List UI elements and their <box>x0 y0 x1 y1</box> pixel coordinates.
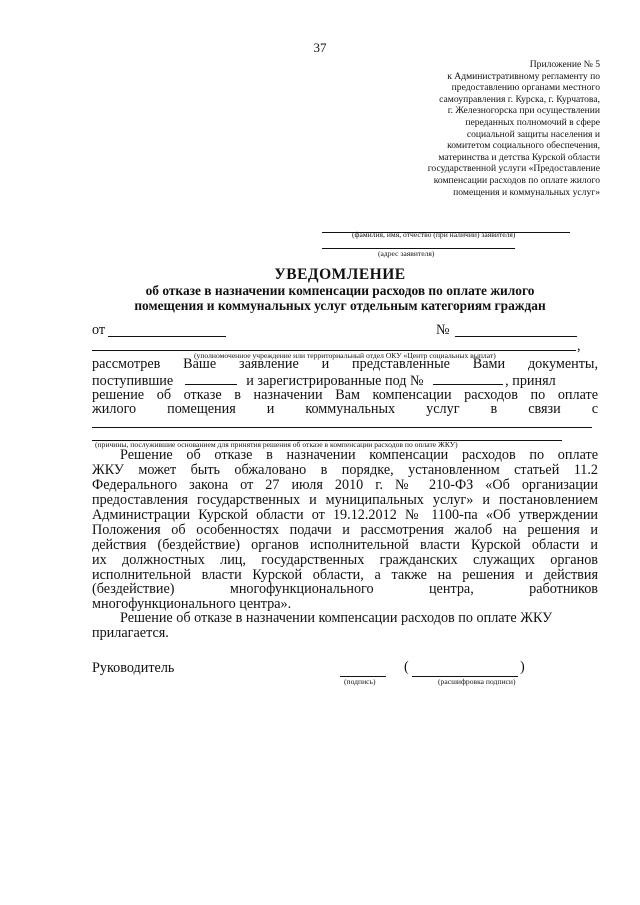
appendix-line: к Административному регламенту по <box>447 70 600 82</box>
appendix-line: комитетом социального обеспечения, <box>447 140 600 152</box>
paragraph-line: исполнительной власти Курской области, а также на решения и действия <box>92 567 598 583</box>
appendix-line: самоуправления г. Курска, г. Курчатова, <box>439 93 600 105</box>
appendix-line: компенсации расходов по оплате жилого <box>433 174 600 186</box>
authority-caption: (уполномоченное учреждение или территориальный отдел ОКУ «Центр социальных выплат) <box>194 351 496 360</box>
paragraph-line: (бездействие) многофункционального центра, работников <box>92 581 598 597</box>
appendix-line: помещения и коммунальных услуг» <box>453 186 600 198</box>
number-label: № <box>436 322 450 338</box>
appendix-line: Приложение № 5 <box>529 59 600 70</box>
paragraph-line: жилого помещения и коммунальных услуг в связи с <box>92 401 599 417</box>
line-end-comma: , <box>577 338 581 354</box>
paragraph-line: поступившие и зарегистрированные под № , принял <box>92 373 556 389</box>
appendix-line: государственной услуги «Предоставление <box>427 163 600 175</box>
paragraph-line: Решение об отказе в назначении компенсации расходов по оплате <box>120 447 598 463</box>
paragraph-line: решение об отказе в назначении Вам компенсации расходов по оплате <box>92 387 599 403</box>
reasons-line <box>92 427 592 428</box>
registration-number-blank <box>433 373 503 385</box>
decoding-caption: (расшифровка подписи) <box>438 677 516 686</box>
reasons-caption: (причины, послужившие основанием для принятия решения об отказе в компенсации расходов по оплате ЖКУ) <box>95 440 458 449</box>
paragraph-line: ЖКУ может быть обжаловано в порядке, установленном статьей 11.2 <box>92 462 598 478</box>
date-blank <box>185 373 237 385</box>
date-line <box>108 336 226 337</box>
decoding-close-paren: ) <box>520 659 525 675</box>
number-line <box>455 336 577 337</box>
appendix-line: переданных полномочий в сфере <box>465 116 600 128</box>
applicant-name-caption: (фамилия, имя, отчество (при наличии) заявителя) <box>352 230 516 239</box>
from-label: от <box>92 322 106 338</box>
appendix-line: г. Железногорска при осуществлении <box>447 105 600 117</box>
appendix-line: предоставлению органами местного <box>451 82 600 94</box>
appendix-header <box>340 59 600 198</box>
paragraph-line: прилагается. <box>92 625 169 641</box>
applicant-address-caption: (адрес заявителя) <box>378 249 435 258</box>
decoding-open-paren: ( <box>404 659 409 675</box>
paragraph-line: их должностных лиц, государственных гражданских служащих органов <box>92 552 598 568</box>
signature-role: Руководитель <box>92 660 175 676</box>
document-subtitle-line: помещения и коммунальных услуг отдельным категориям граждан <box>134 298 546 313</box>
signature-caption: (подпись) <box>344 677 376 686</box>
paragraph-line: Положения об особенностях подачи и рассмотрения жалоб на решения и <box>92 522 598 538</box>
paragraph-line: рассмотрев Ваше заявление и представленные Вами документы, <box>92 356 598 372</box>
document-title: УВЕДОМЛЕНИЕ <box>274 266 406 283</box>
paragraph-line: многофункционального центра». <box>92 596 292 612</box>
paragraph-line: предоставления государственных и муниципальных услуг» и постановлением <box>92 492 598 508</box>
appendix-line: социальной защиты населения и <box>466 128 600 140</box>
paragraph-line: Федерального закона от 27 июля 2010 г. № 210-ФЗ «Об организации <box>92 477 598 493</box>
paragraph-line: действия (бездействие) органов исполнительной власти Курской области и <box>92 537 598 553</box>
document-subtitle-line: об отказе в назначении компенсации расходов по оплате жилого <box>145 283 535 298</box>
appendix-line: материнства и детства Курской области <box>438 151 600 163</box>
page-number: 37 <box>313 40 327 55</box>
paragraph-line: Администрации Курской области от 19.12.2012 № 1100-па «Об утверждении <box>92 507 598 523</box>
paragraph-line: Решение об отказе в назначении компенсации расходов по оплате ЖКУ <box>120 610 553 626</box>
